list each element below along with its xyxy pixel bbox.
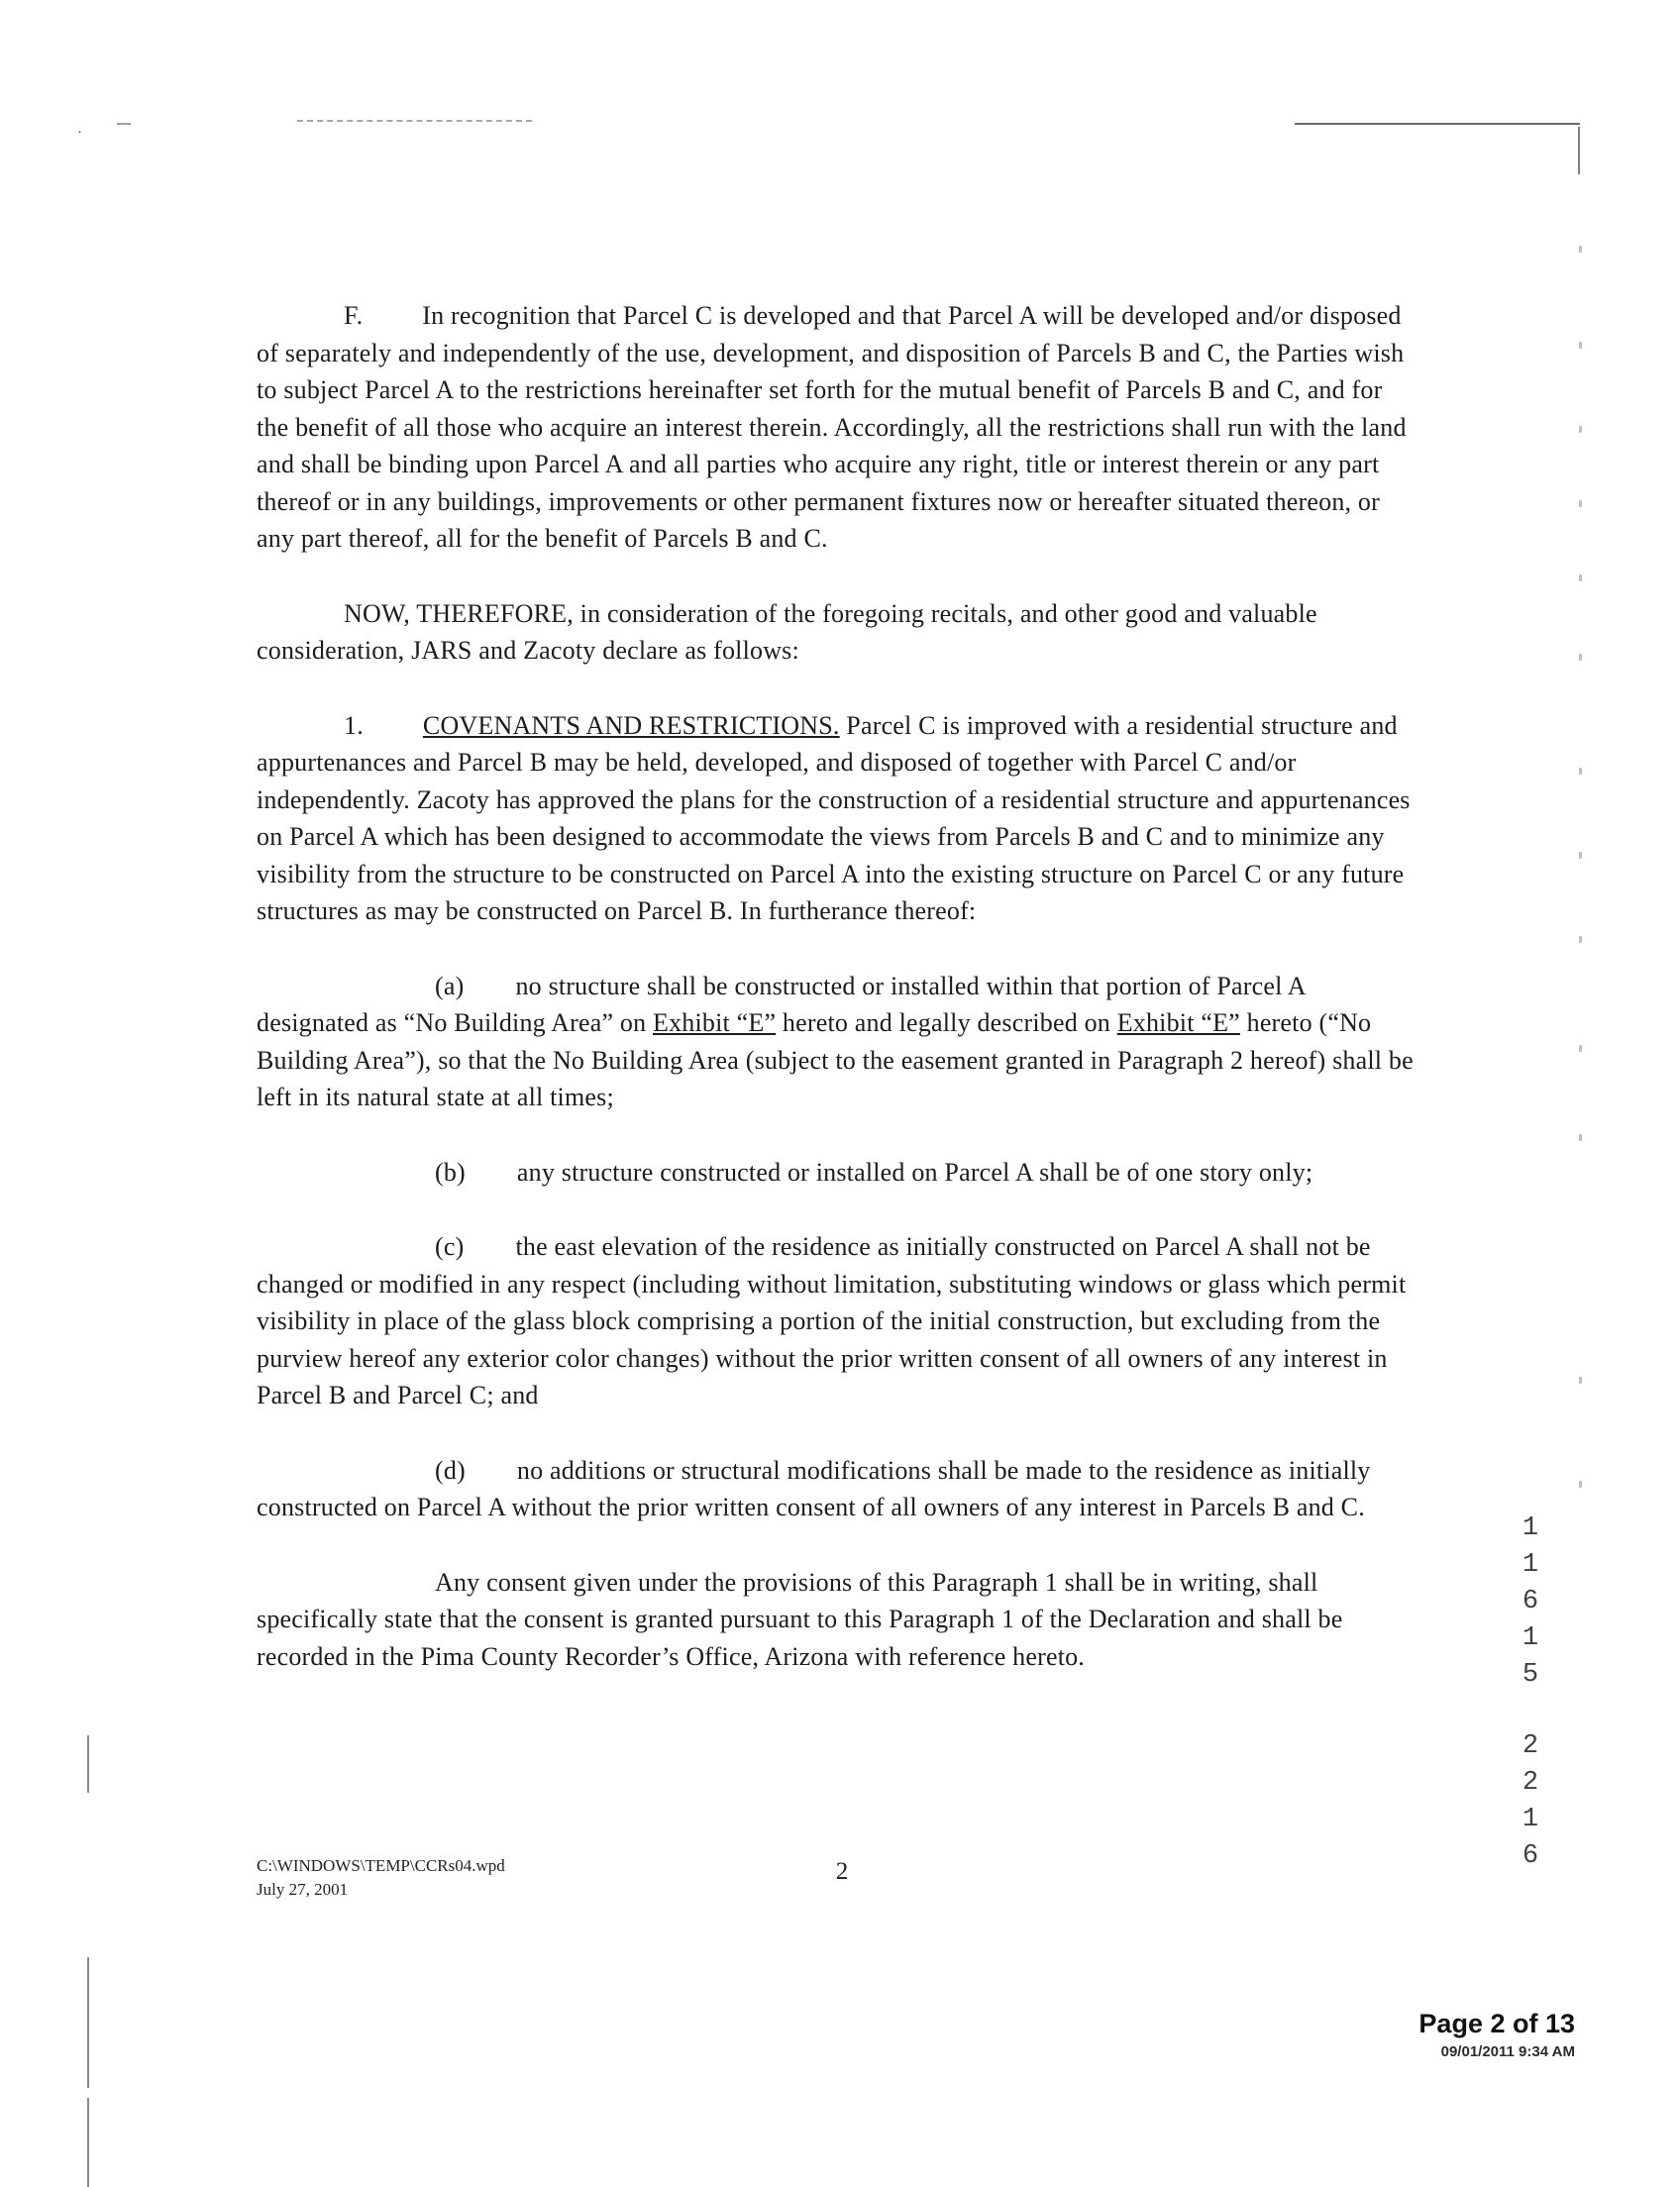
- paragraph-1-covenants: [257, 707, 1414, 930]
- scan-artifact-speck: [1579, 1481, 1582, 1488]
- scan-artifact-speck: [1579, 342, 1582, 349]
- paragraph-a-label: (a): [435, 971, 465, 1000]
- stamp-timestamp: 09/01/2011 9:34 AM: [1440, 2043, 1575, 2060]
- paragraph-now-text: NOW, THEREFORE, in consideration of the foregoing recitals, and other good and valuable consideration, JARS and Zacoty declare as follows:: [257, 598, 1317, 665]
- paragraph-b-label: (b): [435, 1157, 466, 1187]
- recorder-number-vertical-1: 11615: [1516, 1513, 1545, 1697]
- file-path: C:\WINDOWS\TEMP\CCRs04.wpd: [257, 1856, 505, 1875]
- paragraph-c-label: (c): [435, 1232, 465, 1261]
- paragraph-consent: [257, 1564, 1414, 1676]
- paragraph-b-text: any structure constructed or installed on Parcel A shall be of one story only;: [516, 1157, 1313, 1187]
- scan-artifact-speck: [1579, 246, 1582, 253]
- scan-artifact-left-edge-line: [87, 1957, 89, 2088]
- scan-artifact-speck: [1579, 1045, 1582, 1052]
- scan-artifact-speck: [1579, 1377, 1582, 1384]
- paragraph-f-text: In recognition that Parcel C is developed and that Parcel A will be developed and/or disposed of separately and independently of the use, development, and disposition of Parcels B and C, the Parties wish to subject Parcel A to the restrictions hereinafter set forth for the mutual benefit of Parcels B and C, and for the benefit of all those who acquire an interest therein. Accordingly, all the restrictions shall run with the land and shall be binding upon Parcel A and all parties who acquire any right, title or interest therein or any part thereof or in any buildings, improvements or other permanent fixtures now or hereafter situated thereon, or any part thereof, all for the benefit of Parcels B and C.: [257, 301, 1407, 553]
- paragraph-1-label: 1.: [344, 710, 364, 740]
- paragraph-1-text: Parcel C is improved with a residential structure and appurtenances and Parcel B may be held, developed, and disposed of together with Parcel C and/or independently. Zacoty has approved the plans for the construction of a residential structure and appurtenances on Parcel A which has been designed to accommodate the views from Parcels B and C and to minimize any visibility from the structure to be constructed on Parcel A into the existing structure on Parcel C or any future structures as may be constructed on Parcel B. In furtherance thereof:: [257, 710, 1411, 925]
- exhibit-e-reference: Exhibit “E”: [653, 1008, 777, 1037]
- scan-artifact-top-right-line: [1295, 123, 1580, 125]
- scan-artifact-speck: [1579, 426, 1582, 433]
- document-footer: [257, 1854, 505, 1902]
- scan-artifact-speck: [1579, 936, 1582, 943]
- scan-artifact-speck: [1579, 654, 1582, 661]
- paragraph-a-text-1: no structure shall be constructed or installed within that portion of Parcel A designated as “No Building Area” on: [257, 971, 1306, 1037]
- paragraph-f: [257, 297, 1414, 558]
- paragraph-f-label: F.: [344, 301, 364, 330]
- paragraph-c-text: the east elevation of the residence as initially constructed on Parcel A shall not be changed or modified in any respect (including without limitation, substituting windows or glass which permit visibility in place of the glass block comprising a portion of the initial construction, but excluding from the purview hereof any exterior color changes) without the prior written consent of all owners of any interest in Parcel B and Parcel C; and: [257, 1232, 1407, 1409]
- scan-artifact-top-left-mark: ·: [77, 125, 82, 141]
- paragraph-c: [257, 1228, 1414, 1414]
- scan-artifact-speck: [1579, 574, 1582, 581]
- stamp-page-label: Page 2 of 13: [1418, 2009, 1575, 2038]
- scan-artifact-top-right-corner: [1578, 127, 1580, 174]
- footer-date: July 27, 2001: [257, 1880, 349, 1899]
- scan-artifact-left-edge-line: [87, 1735, 89, 1793]
- paragraph-d: [257, 1452, 1414, 1526]
- paragraph-a: [257, 968, 1414, 1116]
- recorder-number-vertical-2: 2216: [1516, 1731, 1545, 1878]
- scan-artifact-speck: [1579, 500, 1582, 507]
- scan-artifact-top-left-dash: [117, 123, 131, 125]
- page-number: 2: [835, 1858, 849, 1885]
- paragraph-d-text: no additions or structural modifications shall be made to the residence as initially constructed on Parcel A without the prior written consent of all owners of any interest in Parcels B and C.: [257, 1455, 1371, 1521]
- paragraph-now-therefore: [257, 595, 1414, 670]
- paragraph-b: [257, 1154, 1414, 1192]
- paragraph-a-text-2: hereto and legally described on: [776, 1008, 1117, 1037]
- paragraph-d-label: (d): [435, 1455, 466, 1485]
- scan-artifact-speck: [1579, 768, 1582, 775]
- paragraph-consent-text: Any consent given under the provisions of this Paragraph 1 shall be in writing, shall specifically state that the consent is granted pursuant to this Paragraph 1 of the Declaration and shall be recorded in the Pima County Recorder’s Office, Arizona with reference hereto.: [257, 1567, 1343, 1671]
- bates-stamp: [1418, 2009, 1575, 2060]
- exhibit-e-reference: Exhibit “E”: [1116, 1008, 1240, 1037]
- scan-artifact-dashed-line: [297, 120, 532, 122]
- document-body: [257, 297, 1414, 1675]
- covenants-heading: COVENANTS AND RESTRICTIONS.: [422, 710, 840, 740]
- scan-artifact-speck: [1579, 852, 1582, 859]
- paragraph-a-text-3: hereto (“No Building Area”), so that the No Building Area (subject to the easement granted in Paragraph 2 hereof) shall be left in its natural state at all times;: [257, 1008, 1414, 1111]
- scan-artifact-left-edge-line: [87, 2098, 89, 2187]
- scan-artifact-speck: [1579, 1134, 1582, 1141]
